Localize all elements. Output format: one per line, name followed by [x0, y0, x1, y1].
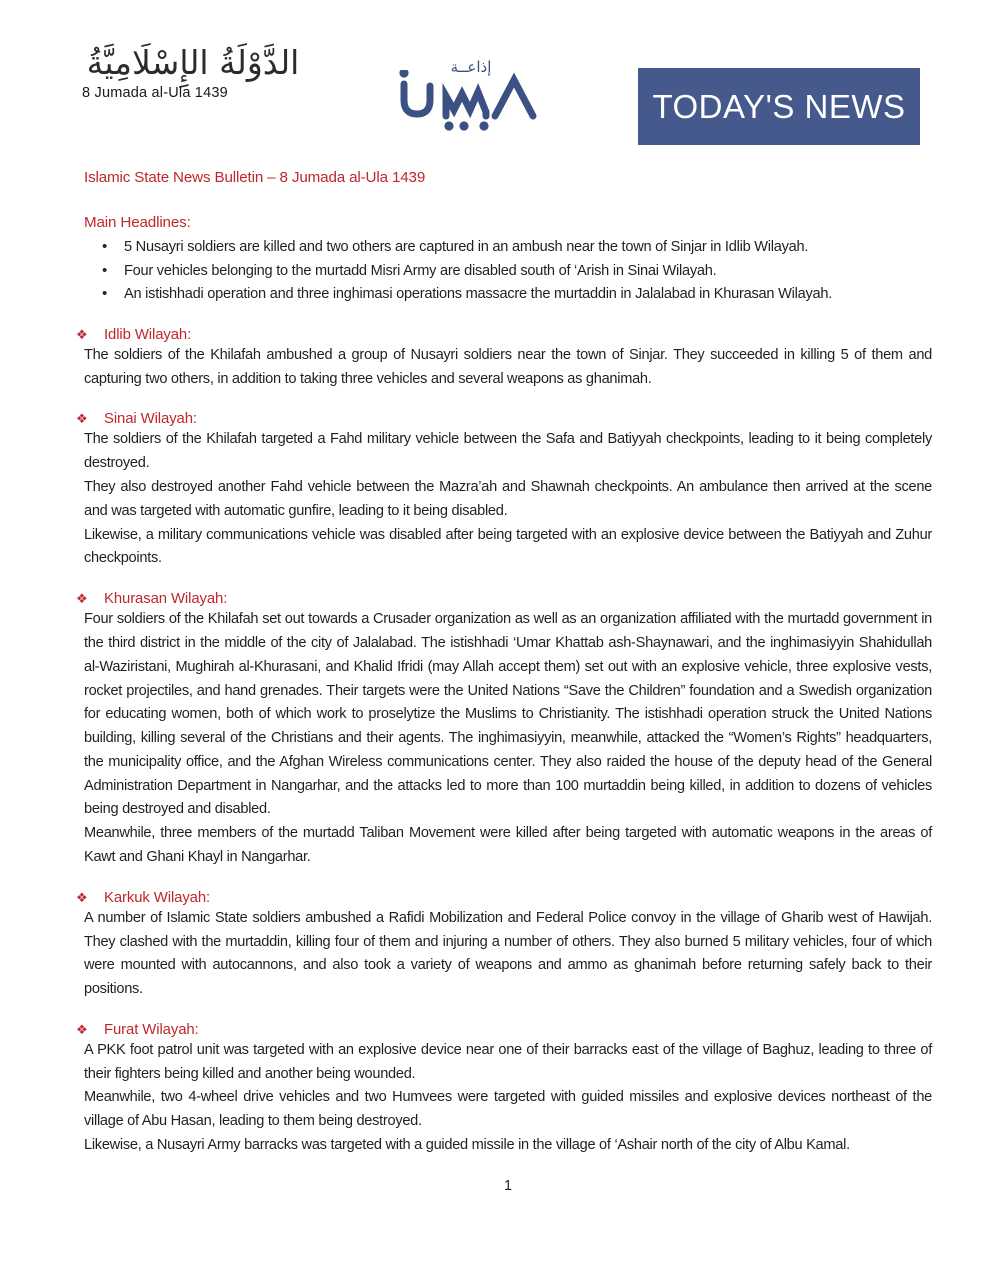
section-body-furat: [84, 1039, 932, 1158]
section-heading-karkuk: [76, 889, 932, 906]
section-heading-label: Idlib Wilayah:: [104, 326, 192, 343]
diamond-bullet-icon: ❖: [76, 412, 88, 428]
section-paragraph: Meanwhile, three members of the murtadd Taliban Movement were killed after being targeted with automatic weapons in the areas of Kawt and Ghani Khayl in Nangarhar.: [84, 825, 932, 865]
section-body-karkuk: [84, 907, 932, 1002]
section-body-khurasan: [84, 608, 932, 870]
islamic-state-calligraphy-icon: الدَّوْلَةُ الإِسْلَامِيَّةُ: [86, 43, 300, 82]
section-khurasan-wilayah: [76, 591, 932, 870]
document-header: [0, 0, 989, 155]
diamond-bullet-icon: ❖: [76, 1022, 88, 1038]
headline-item: • Four vehicles belonging to the murtadd Misri Army are disabled south of ‘Arish in Sinai Wilayah.: [84, 260, 932, 284]
bulletin-title: Islamic State News Bulletin – 8 Jumada al-Ula 1439: [84, 169, 426, 186]
section-heading-label: Khurasan Wilayah:: [104, 591, 228, 608]
headline-item: • 5 Nusayri soldiers are killed and two others are captured in an ambush near the town of Sinjar in Idlib Wilayah.: [84, 236, 932, 260]
section-paragraph: Likewise, a military communications vehicle was disabled after being targeted with an explosive device between the Batiyyah and Zuhur checkpoints.: [84, 526, 932, 567]
todays-news-label: TODAY'S NEWS: [652, 87, 906, 125]
diamond-bullet-icon: ❖: [76, 890, 88, 906]
al-bayan-radio-logo: [386, 58, 556, 132]
section-paragraph: A number of Islamic State soldiers ambushed a Rafidi Mobilization and Federal Police convoy in the village of Gharib west of Hawijah. They clashed with the murtaddin, killing four of them and injuring a number of others. They also burned 5 military vehicles, four of which were mounted with autocannons, and also took a variety of weapons and ammo as ghanimah before returning safely back to their positions.: [84, 909, 932, 998]
todays-news-banner: [638, 68, 920, 145]
section-paragraph: They also destroyed another Fahd vehicle between the Mazra’ah and Shawnah checkpoints. An ambulance then arrived at the scene and was targeted with automatic gunfire, leading to it being disabled.: [84, 479, 932, 519]
section-heading-label: Furat Wilayah:: [104, 1021, 199, 1038]
section-heading-idlib: [76, 326, 932, 343]
section-idlib-wilayah: [76, 326, 932, 392]
section-sinai-wilayah: [76, 411, 932, 571]
section-body-idlib: [84, 344, 932, 392]
section-paragraph: The soldiers of the Khilafah targeted a Fahd military vehicle between the Safa and Batiyyah checkpoints, leading to it being completely destroyed.: [84, 431, 932, 472]
document-body: [0, 169, 989, 1194]
page-number: 1: [503, 1177, 513, 1194]
section-heading-label: Karkuk Wilayah:: [104, 889, 211, 906]
section-heading-furat: [76, 1021, 932, 1038]
section-heading-khurasan: [76, 591, 932, 608]
section-heading-label: Sinai Wilayah:: [104, 411, 197, 428]
section-paragraph: Meanwhile, two 4-wheel drive vehicles and two Humvees were targeted with guided missiles and explosive devices northeast of the village of Abu Hasan, leading to them being destroyed.: [84, 1089, 932, 1130]
main-headlines-list: [84, 236, 932, 307]
diamond-bullet-icon: ❖: [76, 327, 88, 343]
main-headlines-heading: Main Headlines:: [84, 214, 191, 231]
section-furat-wilayah: [76, 1021, 932, 1158]
islamic-state-logo: [78, 44, 308, 101]
section-paragraph: Four soldiers of the Khilafah set out towards a Crusader organization as well as an organization affiliated with the murtadd government in the third district in the middle of the city of Jalalabad. The istishhadi ‘Umar Khattab ash-Shaynawari, and the inghimasiyyin Shahidullah al-Waziristani, Mughirah al-Khurasani, and Khalid Ifridi (may Allah accept them) set out with an explosive vehicle, three explosive vests, rocket projectiles, and hand grenades. Their targets were the United Nations “Save the Children” foundation and a Swedish organization for educating women, both of which work to proselytize the Muslims to Christianity. The istishhadi operation struck the United Nations building, killing several of the Christians and their agents. The inghimasiyyin, meanwhile, attacked the “Women’s Rights” headquarters, the municipality office, and the Afghan Wireless communications center. They also raided the house of the deputy head of the General Administration Department in Nangarhar, and the attacks led to more than 100 murtaddin being killed, in addition to dozens of vehicles being destroyed and disabled.: [84, 611, 932, 818]
hijri-date-label: 8 Jumada al-Ula 1439: [82, 84, 228, 101]
radio-arabic-word: إذاعــة: [450, 58, 492, 76]
section-paragraph: Likewise, a Nusayri Army barracks was targeted with a guided missile in the village of ‘Ashair north of the city of Albu Kamal.: [84, 1137, 850, 1154]
al-bayan-wave-icon: [396, 70, 546, 132]
section-body-sinai: [84, 428, 932, 571]
diamond-bullet-icon: ❖: [76, 592, 88, 608]
headline-item: • An istishhadi operation and three inghimasi operations massacre the murtaddin in Jalalabad in Khurasan Wilayah.: [84, 283, 932, 307]
section-heading-sinai: [76, 411, 932, 428]
section-paragraph: The soldiers of the Khilafah ambushed a group of Nusayri soldiers near the town of Sinjar. They succeeded in killing 5 of them and capturing two others, in addition to taking three vehicles and several weapons as ghanimah.: [84, 346, 932, 387]
section-paragraph: A PKK foot patrol unit was targeted with an explosive device near one of their barracks east of the village of Baghuz, leading to three of their fighters being killed and another being wounded.: [84, 1041, 932, 1082]
section-karkuk-wilayah: [76, 889, 932, 1002]
